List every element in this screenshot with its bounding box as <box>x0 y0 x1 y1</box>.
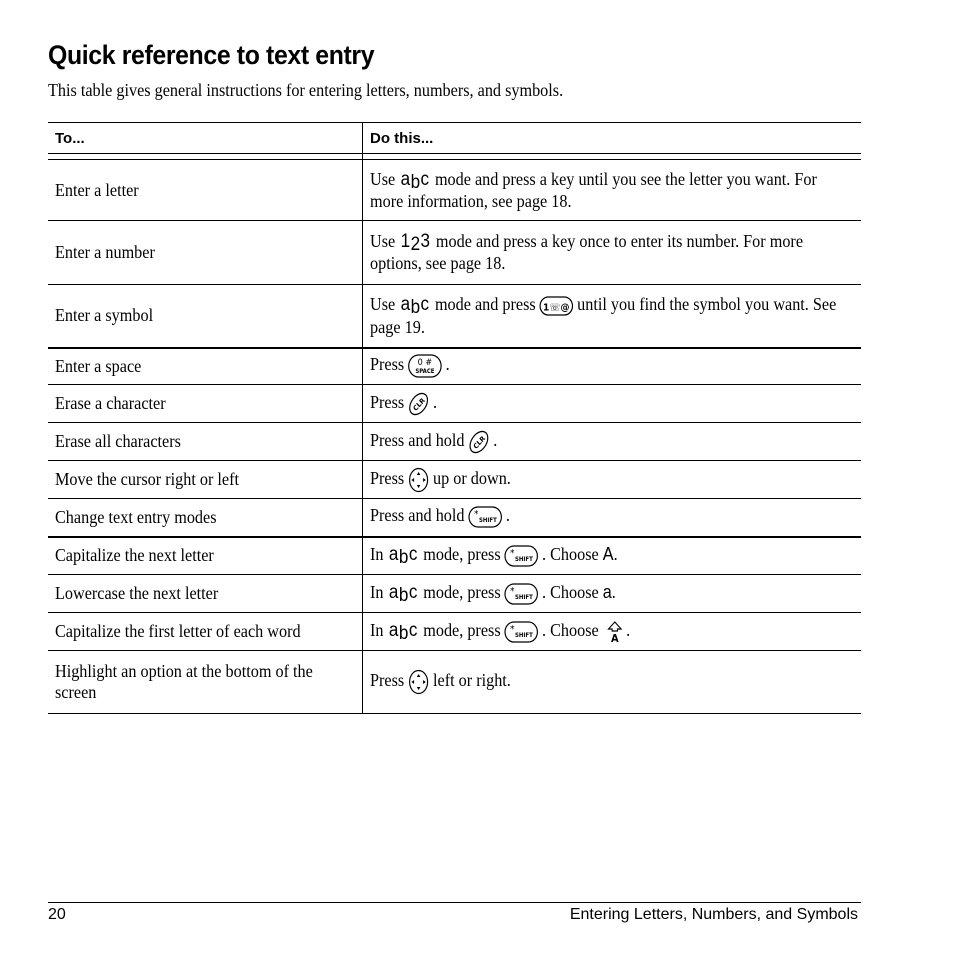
row-action: Change text entry modes <box>55 506 217 527</box>
row-action: Enter a number <box>55 242 155 262</box>
row-action: Enter a symbol <box>55 305 154 326</box>
table-row <box>48 348 861 385</box>
svg-text:*: * <box>510 623 515 635</box>
abc-mode-icon: abc <box>400 293 430 318</box>
table-row <box>48 423 861 461</box>
text-entry-table <box>48 122 861 714</box>
section-title: Entering Letters, Numbers, and Symbols <box>569 906 858 923</box>
symbol-key-icon <box>539 295 573 317</box>
table-row <box>48 499 861 537</box>
row-instruction: Press CLR . <box>370 391 854 417</box>
footer-divider <box>48 902 861 903</box>
svg-text:SHIFT: SHIFT <box>479 518 497 525</box>
nav-key-icon <box>408 467 430 493</box>
row-action: Highlight an option at the bottom of the screen <box>55 661 313 702</box>
row-instruction: Use abc mode and press a key until you see the letter you want. For more information, see page 18. <box>370 168 817 211</box>
table-row <box>48 651 861 714</box>
svg-text:CLR: CLR <box>472 433 487 451</box>
row-instruction: Press up or down. <box>370 467 854 493</box>
table-header-row <box>48 123 861 154</box>
row-instruction: In abc mode, press * SHIFT . Choose a. <box>370 581 616 606</box>
row-instruction: Press 0 # SPACE . <box>370 354 854 378</box>
abc-mode-icon: abc <box>388 619 418 644</box>
svg-text:SPACE: SPACE <box>415 369 435 376</box>
page-number: 20 <box>48 906 66 923</box>
svg-text:0 #: 0 # <box>417 357 433 369</box>
svg-text:SHIFT: SHIFT <box>515 632 533 639</box>
clear-key-icon <box>408 391 430 417</box>
row-instruction: In abc mode, press * SHIFT . Choose A . <box>370 619 631 644</box>
table-row <box>48 613 861 651</box>
svg-text:*: * <box>510 585 515 597</box>
row-instruction: Use 123 mode and press a key once to enter its number. For more options, see page 18. <box>370 231 804 273</box>
table-row <box>48 385 861 423</box>
table-row <box>48 575 861 613</box>
row-instruction: Press and hold CLR . <box>370 429 854 455</box>
svg-text:*: * <box>510 547 515 559</box>
abc-mode-icon: abc <box>388 581 418 606</box>
table-row <box>48 537 861 575</box>
abc-mode-icon: abc <box>400 168 430 193</box>
row-action: Capitalize the first letter of each word <box>55 621 301 641</box>
table-row <box>48 285 861 348</box>
lowercase-choice: a <box>602 581 612 602</box>
svg-text:A: A <box>610 632 619 643</box>
row-instruction: Press left or right. <box>370 669 854 695</box>
intro-text: This table gives general instructions for entering letters, numbers, and symbols. <box>48 80 564 100</box>
row-action: Erase a character <box>55 393 166 413</box>
column-header-to: To... <box>48 123 363 154</box>
row-action: Enter a space <box>55 355 142 376</box>
shift-key-icon <box>468 505 502 529</box>
row-instruction: Press and hold * SHIFT . <box>370 505 854 529</box>
page-title: Quick reference to text entry <box>48 40 375 70</box>
shift-key-icon <box>504 620 538 644</box>
svg-text:1☏@: 1☏@ <box>543 301 570 314</box>
table-row <box>48 461 861 499</box>
column-header-do-this: Do this... <box>363 123 862 154</box>
uppercase-choice: A <box>602 543 614 564</box>
123-mode-icon: 123 <box>400 231 431 255</box>
caps-first-icon <box>606 621 622 643</box>
svg-text:SHIFT: SHIFT <box>515 594 533 601</box>
shift-key-icon <box>504 582 538 606</box>
row-action: Move the cursor right or left <box>55 469 240 489</box>
space-key-icon <box>408 354 442 378</box>
row-action: Lowercase the next letter <box>55 583 219 603</box>
row-action: Enter a letter <box>55 179 139 200</box>
abc-mode-icon: abc <box>388 543 418 568</box>
table-row <box>48 160 861 221</box>
row-action: Capitalize the next letter <box>55 545 214 566</box>
clear-key-icon <box>468 429 490 455</box>
nav-key-icon <box>408 669 430 695</box>
row-instruction: Use abc mode and press 1☏@ until you find the symbol you want. See page 19. <box>370 293 837 337</box>
shift-key-icon <box>504 544 538 568</box>
row-action: Erase all characters <box>55 431 181 451</box>
svg-text:CLR: CLR <box>411 395 427 413</box>
svg-text:SHIFT: SHIFT <box>515 556 533 563</box>
row-instruction: In abc mode, press * SHIFT . Choose A. <box>370 543 618 568</box>
svg-text:*: * <box>473 508 479 521</box>
table-row <box>48 221 861 285</box>
